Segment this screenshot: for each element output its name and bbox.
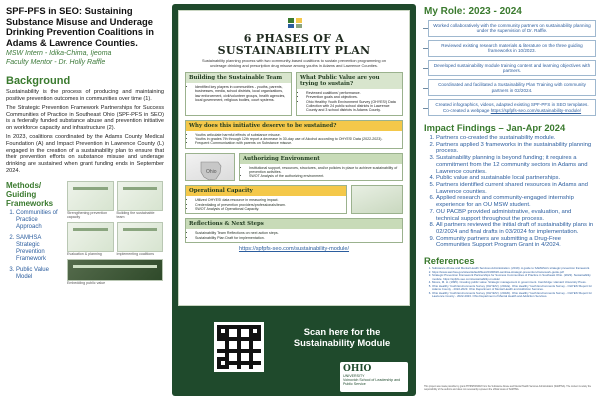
role-item: [428, 99, 596, 116]
photo-thumbnail: [67, 222, 114, 252]
photo-caption: Implementing coalitions: [116, 251, 155, 256]
impact-item: 7. OU PACBP provided administrative, evaluation, and technical support throughout the process.: [436, 209, 596, 222]
phase-heading: Authorizing Environment: [240, 154, 402, 164]
phase-item: • Youths articulate harmful effects of substance misuse.: [195, 133, 399, 137]
impact-item: 8. All partners reviewed the initial draft of sustainability plans in 02/2024 and final drafts in 03/2024 for implementation.: [436, 222, 596, 235]
phase-list: [186, 229, 402, 242]
methods-list-panel: [6, 181, 64, 285]
references-heading: References: [424, 255, 475, 267]
role-item: Reviewed existing research materials & literature on the three guiding frameworks in 10/2023.: [428, 40, 596, 57]
impact-item: 6. Applied research and community-engaged internship experience for an OU MSW student.: [436, 195, 596, 208]
role-item-text: Created infographics, videos, adapted existing SPF-PFS in SEO templates. Co-created a webpage: [435, 102, 589, 113]
method-photo: [67, 181, 114, 219]
impact-list: [424, 135, 596, 249]
phase-list: [186, 196, 346, 213]
phase-item: • Institutional support, resources, structures, and/or policies in place to achieve sustainability of prevention activities.: [249, 166, 399, 175]
phase-list: [297, 89, 402, 114]
method-photo: [117, 222, 164, 256]
impact-item: 3. Sustainability planning is beyond funding; it requires a commitment from the 12 community sectors in Adams and Lawrence counties.: [436, 155, 596, 175]
reference-item: 5. Ohio Healthy Youth Environments Survey (OHYES!). (2022a). Ohio Healthy Youth Environments Survey - OHYES! Report for Adams County - 2022-2023. Ohio Department of Mental Health and Addiction Services.: [432, 285, 596, 292]
phase-operational: [185, 185, 347, 214]
phase-heading: Building the Sustainable Team: [186, 73, 291, 83]
phase-item: • Frequent Communication with parents on Substance misuse.: [195, 141, 399, 145]
sustainability-module-link[interactable]: https://spfpfs-seo.com/sustainability-module/: [238, 245, 350, 252]
phase-authorizing: [239, 153, 403, 182]
phase-row-top: [185, 72, 403, 115]
photo-caption: Building the sustainable team: [116, 210, 155, 219]
background-text: [6, 89, 164, 175]
background-paragraph: In 2023, coalitions coordinated by the Adams County Medical Foundation (A) and Impact Prevention in Lawrence County (L) engaged in the creation of a sustainability plan to ensure that their prevention efforts on substance misuse and underage drinking are sustained when grant funding ends in September 2024.: [6, 133, 164, 174]
methods-list: [6, 210, 64, 281]
reference-item: 1. Substance Abuse and Mental Health Services Administration. (2019). A guide to SAMHSA's strategic prevention framework.: [432, 267, 596, 271]
impact-item: 2. Partners applied 3 frameworks in the sustainability planning process.: [436, 142, 596, 155]
phases-title: [179, 33, 409, 57]
phases-title-line: 6 PHASES OF A: [243, 32, 345, 45]
acknowledgement: This project was made possible by grant #H79SP081918 from the Substance Abuse and Mental Health Services Administration (SAMHSA). The content is solely the responsibility of the authors and does not necessarily represent the official views of SAMHSA.: [424, 386, 592, 391]
methods-heading: Methods/ Guiding Frameworks: [6, 180, 54, 208]
right-column: [424, 6, 596, 394]
impact-heading: Impact Findings – Jan-Apr 2024: [424, 122, 566, 134]
phases-card: [178, 10, 410, 306]
methods-photos: [67, 181, 163, 285]
operational-photo: [351, 185, 403, 214]
phase-row-authorizing: [185, 153, 403, 182]
reference-item: 4. Moore, M. H. (1995). Creating public value: Strategic management in government. Cambridge: Harvard University Press.: [432, 281, 596, 285]
phase-heading: Operational Capacity: [186, 186, 346, 196]
method-photo: [67, 222, 114, 256]
references-list: [424, 267, 596, 299]
author-intern: MSW Intern - Idika-Chima, Ijeoma: [6, 50, 112, 58]
impact-item: 1. Partners co-created the sustainability module.: [436, 135, 596, 142]
methods-item: 3. Public Value Model: [16, 267, 64, 281]
impact-item: 9. Community partners are submitting a Drug-Free Communities Support Program Grant in 4/2024.: [436, 236, 596, 249]
ohio-map-panel: [185, 153, 235, 182]
method-photo: [117, 181, 164, 219]
role-item: Coordinated and facilitated a Sustainability Plan Training with community partners in 02/2024.: [428, 79, 596, 96]
phase-heading: Reflections & Next Steps: [186, 219, 402, 229]
role-item: Worked collaboratively with the community partners on sustainability planning under the supervision of Dr. Raffle.: [428, 20, 596, 37]
impact-item: 5. Partners identified current shared resources in Adams and Lawrence counties.: [436, 182, 596, 195]
ohio-map-icon: [198, 160, 224, 182]
ohio-logo-name: OHIO: [343, 364, 372, 374]
background-heading: Background: [6, 75, 71, 88]
qr-code[interactable]: [214, 322, 264, 372]
photo-caption: Evaluation & planning: [67, 251, 102, 256]
photo-caption: Strengthening prevention capacity: [67, 210, 108, 219]
impact-item: 4. Public value and sustainable local partnerships.: [436, 175, 596, 182]
methods-item: 2. SAMHSA Strategic Prevention Framework: [16, 235, 64, 263]
phase-why: [185, 120, 403, 149]
role-heading: My Role: 2023 - 2024: [424, 6, 522, 17]
author-mentor: Faculty Mentor - Dr. Holly Raffle: [6, 58, 106, 66]
phase-list: [240, 164, 402, 181]
phase-heading: Why does this initiative deserve to be sustained?: [186, 121, 402, 131]
role-webpage-link[interactable]: https://spfpfs-seo.com/sustainability-module/: [490, 107, 582, 113]
methods-item: 1. Communities of Practice Approach: [16, 210, 64, 231]
photo-thumbnail: [67, 181, 114, 211]
qr-module: [257, 365, 261, 369]
background-paragraph: The Strategic Prevention Framework Partnerships for Success Communities of Practice in Southeast Ohio (SPF-PFS in SEO) is a federally funded substance abuse and prevention initiative on workforce capacity and infrastructure (2).: [6, 104, 164, 132]
ohio-logo-university: UNIVERSITY: [343, 374, 365, 378]
ohio-map-label: Ohio: [206, 168, 217, 175]
phase-list: [186, 131, 402, 148]
phase-item: • Reviewed coalitions' performance.: [306, 91, 399, 95]
phase-row-operational: [185, 185, 403, 214]
reference-item: 6. Ohio Healthy Youth Environments Survey (OHYES!). (2022b). Ohio Healthy Youth Environments Survey - OHYES! Report for Lawrence County - 2022-2023. Ohio Department of Mental Health and Addiction Services.: [432, 292, 596, 299]
phases-subtitle: Sustainability planning process with two community-based coalitions to sustain prevention programming on underage drinking and prescription drug misuse among youths in Adams and Lawrence Counties.: [201, 58, 387, 68]
phase-item: • Youths in grades 7th through 12th report a decrease in 30-day use of Alcohol according to OHYES! Data (2022-2023).: [195, 137, 399, 141]
phase-item: • Identified key players in communities - youths, parents, businesses, media, school districts, local organizations, law enforcement, civil/volunteer groups, health agencies, local government, religious bodies, court systems.: [195, 85, 288, 102]
photo-caption: Embedding public value: [67, 280, 106, 285]
phase-item: • SWOT Analysis of the authorizing environment.: [249, 174, 399, 178]
photo-thumbnail: [117, 222, 164, 252]
phase-item: • SWOT Analysis of Operational Capacity.: [195, 207, 343, 211]
reference-item: 3. Strategic Prevention Framework Partnerships for Success Communities of Practice in Southeast Ohio. (2023). Sustainability module. https://spfpfs-seo.com/sustainability-module/: [432, 274, 596, 281]
phase-list: [186, 83, 291, 104]
photo-thumbnail: [117, 181, 164, 211]
phase-item: • Sustainability Team Reflections on next action steps.: [195, 231, 399, 235]
method-photo: [67, 259, 163, 285]
photo-thumbnail: [67, 259, 163, 281]
scan-caption: Scan here for the Sustainability Module: [293, 326, 391, 348]
role-item: Developed sustainability module training content and learning objectives with partners.: [428, 60, 596, 77]
center-panel: [172, 4, 416, 396]
phase-item: • Prevention goals and objectives.: [306, 95, 399, 99]
authors: [6, 50, 164, 67]
phase-item: • Ohio Healthy Youth Environment Survey (OHYES!) Data Collection with 24 public school districts in Lawrence County and 3 school districts in Adams County.: [306, 100, 399, 113]
qr-code-pattern: [217, 325, 261, 369]
reference-item[interactable]: 2. https://www.samhsa.gov/sites/default/files/20190620-samhsa-strategic-prevention-framework-guide.pdf: [432, 271, 596, 275]
phase-reflections: [185, 218, 403, 243]
left-column: [6, 6, 164, 394]
ohio-logo-school: Voinovich School of Leadership and Public Service: [343, 378, 401, 386]
phases-title-line: SUSTAINABILITY PLAN: [217, 44, 371, 57]
background-paragraph: Sustainability is the process of producing and maintaining positive prevention outcomes in communities over time (1).: [6, 89, 164, 102]
phase-item: • Sustainability Plan Draft for implementation.: [195, 236, 399, 240]
ohio-university-logo: [340, 362, 408, 392]
phase-item: • Utilized OHYES! data resource in measuring impact.: [195, 198, 343, 202]
phase-heading: What Public Value are you trying to sustain?: [297, 73, 402, 89]
phase-team: [185, 72, 292, 115]
methods-section: [6, 181, 164, 285]
phase-public-value: [296, 72, 403, 115]
puzzle-logo-icon: [287, 17, 303, 29]
poster-title: SPF-PFS in SEO: Sustaining Substance Misuse and Underage Drinking Prevention Coalitions in Adams & Lawrence Counties.: [6, 5, 154, 48]
phase-item: • Credentialing of prevention providers/professionals/team.: [195, 203, 343, 207]
